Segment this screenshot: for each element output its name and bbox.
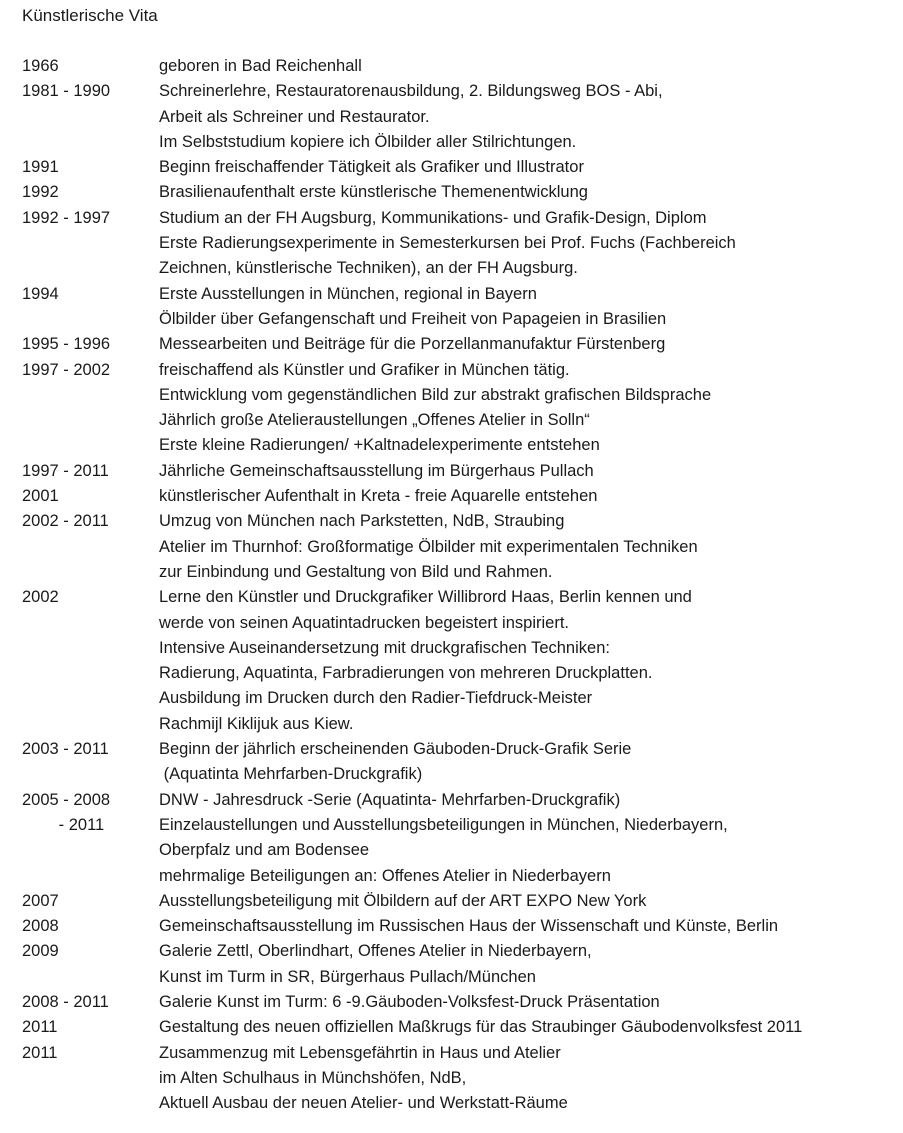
vita-description-line: Ausstellungsbeteiligung mit Ölbildern auf der ART EXPO New York	[159, 891, 647, 910]
vita-description-line: Jährliche Gemeinschaftsausstellung im Bürgerhaus Pullach	[159, 461, 594, 480]
vita-entry	[22, 79, 897, 155]
vita-description-line: Radierung, Aquatinta, Farbradierungen von mehreren Druckplatten.	[159, 664, 653, 683]
vita-year: 1994	[22, 284, 59, 303]
vita-year: 2009	[22, 942, 59, 961]
vita-description	[159, 889, 897, 914]
vita-description	[159, 79, 897, 155]
vita-description	[159, 1015, 897, 1040]
vita-description-line: Einzelaustellungen und Ausstellungsbeteiligungen in München, Niederbayern,	[159, 815, 728, 834]
vita-year: 1966	[22, 57, 59, 75]
vita-description-line: Erste Ausstellungen in München, regional in Bayern	[159, 284, 537, 303]
vita-year: 2011	[22, 1043, 58, 1062]
vita-description-line: Aktuell Ausbau der neuen Atelier- und Werkstatt-Räume	[159, 1094, 568, 1113]
vita-year: 2003 - 2011	[22, 740, 109, 759]
vita-year: 1992 - 1997	[22, 208, 111, 227]
vita-year: 2002	[22, 588, 59, 607]
vita-description	[159, 939, 897, 990]
vita-description-line: DNW - Jahresdruck -Serie (Aquatinta- Mehrfarben-Druckgrafik)	[159, 790, 621, 809]
vita-description-line: Gemeinschaftsausstellung im Russischen Haus der Wissenschaft und Künste, Berlin	[159, 917, 779, 936]
vita-description-line: (Aquatinta Mehrfarben-Druckgrafik)	[159, 765, 423, 784]
vita-year: 2008 - 2011	[22, 992, 109, 1011]
vita-year: - 2011	[22, 815, 105, 834]
vita-description-line: Zusammenzug mit Lebensgefährtin in Haus und Atelier	[159, 1043, 561, 1062]
vita-year: 2005 - 2008	[22, 790, 111, 809]
vita-entry	[22, 54, 897, 79]
vita-entry	[22, 939, 897, 990]
vita-description-line: Intensive Auseinandersetzung mit druckgrafischen Techniken:	[159, 638, 610, 657]
vita-description	[159, 358, 897, 459]
vita-description	[159, 484, 897, 509]
vita-description-line: Arbeit als Schreiner und Restaurator.	[159, 107, 430, 126]
vita-year: 1997 - 2011	[22, 461, 109, 480]
vita-description-line: Galerie Zettl, Oberlindhart, Offenes Atelier in Niederbayern,	[159, 942, 592, 961]
vita-description	[159, 509, 897, 585]
vita-description-line: Umzug von München nach Parkstetten, NdB, Straubing	[159, 512, 565, 531]
vita-description-line: Beginn freischaffender Tätigkeit als Grafiker und Illustrator	[159, 158, 584, 177]
page-title: Künstlerische Vita	[22, 6, 158, 25]
vita-description-line: Rachmijl Kiklijuk aus Kiew.	[159, 714, 354, 733]
vita-description	[159, 206, 897, 282]
vita-description	[159, 990, 897, 1015]
vita-description-line: Oberpfalz und am Bodensee	[159, 841, 370, 860]
vita-year: 2011	[22, 1018, 58, 1037]
vita-description-line: Zeichnen, künstlerische Techniken), an der FH Augsburg.	[159, 259, 578, 278]
vita-description-line: Messearbeiten und Beiträge für die Porzellanmanufaktur Fürstenberg	[159, 335, 666, 354]
vita-description-line: künstlerischer Aufenthalt in Kreta - freie Aquarelle entstehen	[159, 487, 598, 506]
vita-entry	[22, 180, 897, 205]
vita-entry	[22, 889, 897, 914]
vita-description-line: freischaffend als Künstler und Grafiker in München tätig.	[159, 360, 570, 379]
vita-entry	[22, 282, 897, 333]
vita-description	[159, 459, 897, 484]
vita-entry	[22, 358, 897, 459]
vita-description	[159, 282, 897, 333]
vita-year: 1992	[22, 183, 59, 202]
vita-description-line: Im Selbststudium kopiere ich Ölbilder aller Stilrichtungen.	[159, 132, 577, 151]
vita-description	[159, 54, 897, 79]
vita-entry	[22, 1041, 897, 1117]
vita-year: 1997 - 2002	[22, 360, 111, 379]
vita-description-line: Galerie Kunst im Turm: 6 -9.Gäuboden-Volksfest-Druck Präsentation	[159, 992, 660, 1011]
vita-description	[159, 737, 897, 788]
vita-entry	[22, 737, 897, 788]
vita-description-line: Brasilienaufenthalt erste künstlerische Themenentwicklung	[159, 183, 588, 202]
vita-description-line: werde von seinen Aquatintadrucken begeistert inspiriert.	[159, 613, 569, 632]
vita-year: 2008	[22, 917, 59, 936]
vita-year: 2007	[22, 891, 59, 910]
vita-description	[159, 155, 897, 180]
vita-entry	[22, 990, 897, 1015]
vita-description	[159, 1041, 897, 1117]
vita-year: 2002 - 2011	[22, 512, 109, 531]
vita-description	[159, 332, 897, 357]
vita-description-line: Entwicklung vom gegenständlichen Bild zur abstrakt grafischen Bildsprache	[159, 385, 712, 404]
vita-description-line: mehrmalige Beteiligungen an: Offenes Atelier in Niederbayern	[159, 866, 611, 885]
vita-description-line: Gestaltung des neuen offiziellen Maßkrugs für das Straubinger Gäubodenvolksfest 2011	[159, 1018, 803, 1037]
vita-entry	[22, 585, 897, 737]
vita-description-line: Atelier im Thurnhof: Großformatige Ölbilder mit experimentalen Techniken	[159, 537, 698, 556]
vita-description-line: Ausbildung im Drucken durch den Radier-Tiefdruck-Meister	[159, 689, 593, 708]
vita-description-line: zur Einbindung und Gestaltung von Bild und Rahmen.	[159, 562, 553, 581]
vita-description	[159, 180, 897, 205]
vita-year: 1991	[22, 158, 59, 177]
vita-description	[159, 813, 897, 889]
vita-description-line: Erste Radierungsexperimente in Semesterkursen bei Prof. Fuchs (Fachbereich	[159, 234, 736, 253]
vita-entry	[22, 813, 897, 889]
vita-entry	[22, 332, 897, 357]
vita-description-line: Schreinerlehre, Restauratorenausbildung, 2. Bildungsweg BOS - Abi,	[159, 82, 663, 101]
vita-description-line: im Alten Schulhaus in Münchshöfen, NdB,	[159, 1068, 467, 1087]
vita-description-line: Ölbilder über Gefangenschaft und Freiheit von Papageien in Brasilien	[159, 309, 667, 328]
vita-description	[159, 585, 897, 737]
vita-entry	[22, 1015, 897, 1040]
vita-entry	[22, 459, 897, 484]
vita-description-line: Beginn der jährlich erscheinenden Gäuboden-Druck-Grafik Serie	[159, 740, 632, 759]
vita-entry	[22, 206, 897, 282]
vita-description-line: geboren in Bad Reichenhall	[159, 57, 362, 75]
vita-description	[159, 788, 897, 813]
vita-description-line: Studium an der FH Augsburg, Kommunikations- und Grafik-Design, Diplom	[159, 208, 707, 227]
vita-description	[159, 914, 897, 939]
vita-entry	[22, 509, 897, 585]
vita-entry	[22, 155, 897, 180]
vita-list	[22, 54, 897, 1116]
vita-description-line: Erste kleine Radierungen/ +Kaltnadelexperimente entstehen	[159, 436, 600, 455]
vita-year: 1981 - 1990	[22, 82, 111, 101]
vita-entry	[22, 484, 897, 509]
vita-entry	[22, 914, 897, 939]
vita-year: 1995 - 1996	[22, 335, 111, 354]
vita-description-line: Lerne den Künstler und Druckgrafiker Willibrord Haas, Berlin kennen und	[159, 588, 692, 607]
vita-description-line: Jährlich große Atelieraustellungen „Offenes Atelier in Solln“	[159, 411, 590, 430]
vita-year: 2001	[22, 487, 59, 506]
vita-description-line: Kunst im Turm in SR, Bürgerhaus Pullach/München	[159, 967, 536, 986]
vita-entry	[22, 788, 897, 813]
